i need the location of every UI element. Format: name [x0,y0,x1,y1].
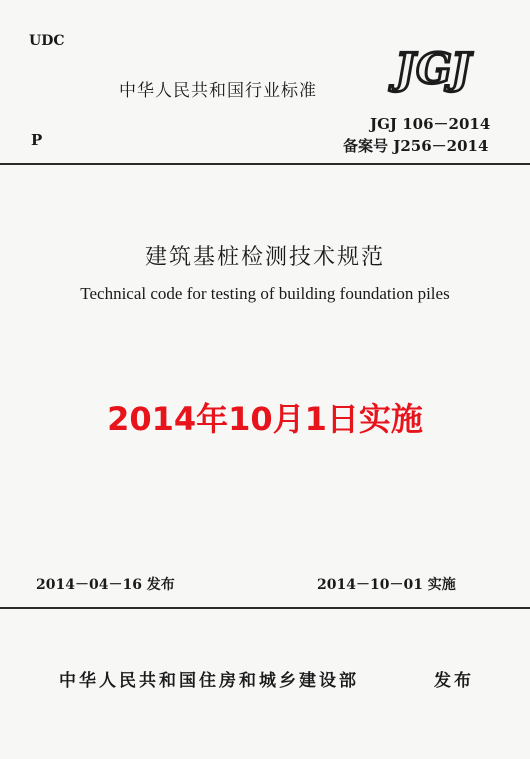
top-divider [0,163,530,165]
implementation-notice: 2014年10月1日实施 [107,400,423,438]
record-number: 备案号 J256－2014 [343,137,489,155]
classification-code: P [31,131,43,149]
udc-label: UDC [29,33,65,49]
bottom-divider [0,607,530,609]
industry-standard-label: 中华人民共和国行业标准 [119,81,317,101]
publisher-name: 中华人民共和国住房和城乡建设部 [59,671,359,691]
publish-label: 发布 [434,671,474,691]
effective-date: 2014－10－01 实施 [317,577,456,593]
title-english: Technical code for testing of building foundation piles [80,284,450,303]
jgj-logo: JGJ [391,44,476,93]
issue-date: 2014－04－16 发布 [36,577,175,593]
title-chinese: 建筑基桩检测技术规范 [144,245,385,270]
standard-code: JGJ 106－2014 [370,115,491,133]
